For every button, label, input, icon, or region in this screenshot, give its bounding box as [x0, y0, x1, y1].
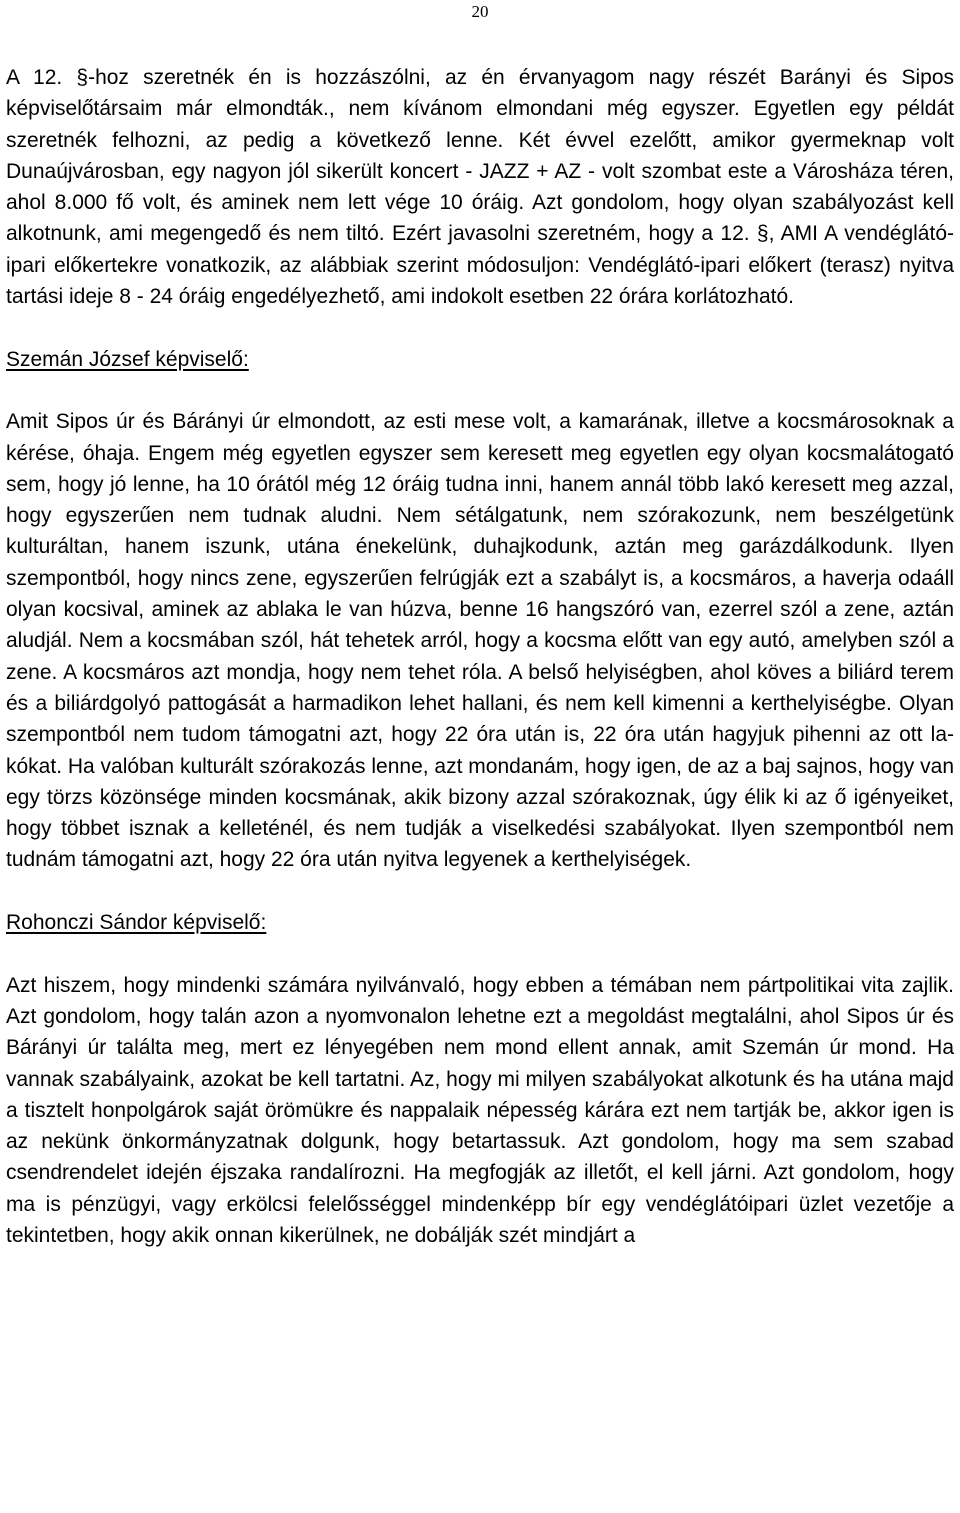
- page-number: 20: [471, 2, 489, 21]
- paragraph-gap: [6, 375, 954, 406]
- paragraph-rohonczi-speech: Azt hiszem, hogy mindenki számára nyilvánvaló, hogy ebben a témában nem pártpolitikai vita zajlik. Azt gondolom, hogy talán azon a nyomvonalon lehetne ezt a megoldást megtalálni, ahol Sipos úr és Bárányi úr találta meg, mert ez lényegében nem mond ellent annak, amit Szemán úr mond. Ha vannak szabályaink, azokat be kell tartatni. Az, hogy mi milyen szabályokat alkotunk és ha utána majd a tisztelt honpolgárok saját örömükre és nappalaik népesség kárára ezt nem tartják be, akkor igen is az nekünk önkormányzatnak dolgunk, hogy betartassuk. Azt gondolom, hogy ma sem szabad csendrendelet idején éjszaka randalírozni. Ha megfogják az illetőt, el kell járni. Azt gondolom, hogy ma is pénzügyi, vagy erkölcsi felelősséggel mindenképp bír egy vendéglátóipari üzlet vezetője a tekintetben, hogy akik onnan kikerülnek, ne dobálják szét mindjárt a: [6, 973, 954, 1247]
- paragraph-gap: [6, 312, 954, 343]
- document-body: [6, 62, 954, 1251]
- speaker-heading-rohonczi: Rohonczi Sándor képviselő:: [6, 911, 267, 935]
- paragraph-gap: [6, 938, 954, 969]
- paragraph-szeman-speech: Amit Sipos úr és Bárányi úr elmondott, az esti mese volt, a kamarának, illetve a kocsmárosoknak a kérése, óhaja. Engem még egyetlen egyszer sem keresett meg egyetlen egy olyan kocsmalátogató sem, hogy jó lenne, ha 10 órától még 12 óráig tudna inni, hanem annál több lakó keresett meg azzal, hogy egyszerűen nem tudnak aludni. Nem sétálgatunk, nem szórakozunk, nem beszélgetünk kulturáltan, hanem iszunk, utána énekelünk, duhajkodunk, aztán meg garázdálkodunk. Ilyen szempontból, hogy nincs zene, egyszerűen felrúgják ezt a szabályt is, a kocsmáros, a haverja odaáll olyan kocsival, aminek az ablaka le van húzva, benne 16 hangszóró van, ezerrel szól a zene, aztán aludjál. Nem a kocsmában szól, hát tehetek arról, hogy a kocsma előtt van egy autó, amelyben szól a zene. A kocsmáros azt mondja, hogy nem tehet róla. A belső helyiségben, ahol köves a biliárd terem és a biliárdgolyó pattogását a harmadikon lehet hallani, és nem kell kimenni a kerthelyiségbe. Olyan szempontból nem tudom támogatni azt, hogy 22 óra után is, 22 óra után hagyjuk pihenni az ott lakókat. Ha valóban kulturált szórakozás lenne, azt mondanám, hogy igen, de az a baj sajnos, hogy van egy törzs közönsége minden kocsmának, akik bizony azzal szórakoznak, úgy élik ki az ő igényeiket, hogy többet isznak a kelleténél, és nem tudják a viselkedési szabályokat. Ilyen szempontból nem tudnám támogatni azt, hogy 22 óra után nyitva legyenek a kerthelyiségek.: [6, 410, 954, 872]
- paragraph-gap: [6, 876, 954, 907]
- paragraph-intro: A 12. §-hoz szeretnék én is hozzászólni, az én érvanyagom nagy részét Barányi és Sipos képviselőtársaim már elmondták., nem kívánom elmondani még egyszer. Egyetlen egy példát szeretnék felhozni, az pedig a következő lenne. Két évvel ezelőtt, amikor gyermeknap volt Dunaújvárosban, egy nagyon jól sikerült koncert - JAZZ + AZ - volt szombat este a Városháza téren, ahol 8.000 fő volt, és aminek nem lett vége 10 óráig. Azt gondolom, hogy olyan szabályozást kell alkotnunk, ami megengedő és nem tiltó. Ezért javasolni szeretném, hogy a 12. §, AMI A vendéglátó-ipari előkertekre vonatkozik, az alábbiak szerint módosuljon: Vendéglátó-ipari előkert (terasz) nyitva tartási ideje 8 - 24 óráig engedélyezhető, ami indokolt esetben 22 órára korlátozható.: [6, 66, 954, 309]
- speaker-heading-szeman: Szemán József képviselő:: [6, 347, 249, 371]
